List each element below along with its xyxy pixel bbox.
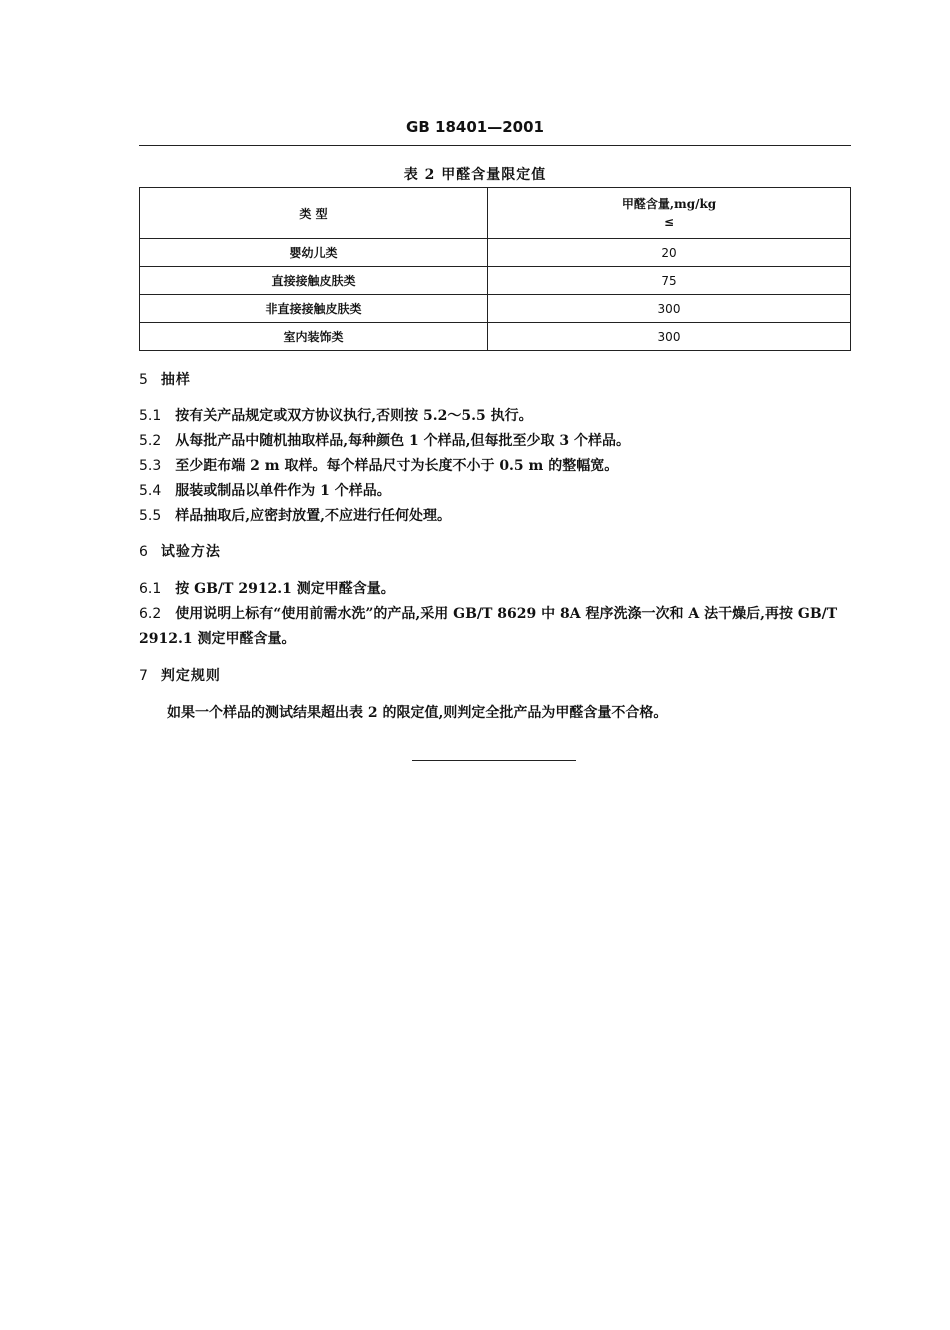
table-row [140,267,851,295]
section-title: 判定规则 [160,668,221,684]
row-type: 婴幼儿类 [140,239,488,267]
column-header-type: 类 型 [140,188,488,239]
section-5-heading [139,369,191,389]
section-title: 抽样 [160,372,191,388]
clause-6-2 [139,602,854,652]
clause-number: 5.5 [139,508,162,524]
table-row [140,295,851,323]
section-number: 7 [139,668,149,684]
clause-text: 按有关产品规定或双方协议执行,否则按 5.2～5.5 执行。 [175,408,533,424]
row-type: 室内装饰类 [140,323,488,351]
table-row [140,239,851,267]
section-number: 6 [139,544,149,560]
clause-text: 按 GB/T 2912.1 测定甲醛含量。 [175,581,395,597]
clause-number: 6.2 [139,606,162,622]
clause-5-3 [139,454,854,479]
row-type: 直接接触皮肤类 [140,267,488,295]
row-value: 300 [488,295,851,323]
judgement-rule-text: 如果一个样品的测试结果超出表 2 的限定值,则判定全批产品为甲醛含量不合格。 [167,705,668,721]
section-6-heading [139,541,221,561]
clause-5-2 [139,429,854,454]
formaldehyde-limit-table [139,187,851,351]
section-title: 试验方法 [160,544,221,560]
row-value: 300 [488,323,851,351]
standard-number: GB 18401—2001 [406,118,544,136]
clause-number: 5.3 [139,458,162,474]
column-header-value-label: 甲醛含量,mg/kg [621,197,717,211]
clause-text: 从每批产品中随机抽取样品,每种颜色 1 个样品,但每批至少取 3 个样品。 [175,433,630,449]
section-7-heading [139,665,221,685]
row-type: 非直接接触皮肤类 [140,295,488,323]
clause-text: 至少距布端 2 m 取样。每个样品尺寸为长度不小于 0.5 m 的整幅宽。 [175,458,619,474]
clause-text: 样品抽取后,应密封放置,不应进行任何处理。 [175,508,452,524]
row-value: 75 [488,267,851,295]
table-row [140,323,851,351]
header-rule [139,145,851,146]
column-header-value-symbol: ≤ [663,215,675,229]
row-value: 20 [488,239,851,267]
clause-5-4 [139,479,854,504]
clause-text: 使用说明上标有“使用前需水洗”的产品,采用 GB/T 8629 中 8A 程序洗涤一次和 A 法干燥后,再按 GB/T 2912.1 测定甲醛含量。 [139,606,838,647]
end-rule [412,760,576,761]
clause-6-1 [139,577,854,602]
clause-text: 服装或制品以单件作为 1 个样品。 [175,483,391,499]
column-header-value [488,188,851,239]
clause-5-1 [139,404,854,429]
table-header-row [140,188,851,239]
clause-number: 5.1 [139,408,162,424]
clause-5-5 [139,504,854,529]
clause-number: 5.4 [139,483,162,499]
clause-number: 5.2 [139,433,162,449]
section-number: 5 [139,372,149,388]
table-caption: 表 2 甲醛含量限定值 [403,167,547,183]
clause-number: 6.1 [139,581,162,597]
